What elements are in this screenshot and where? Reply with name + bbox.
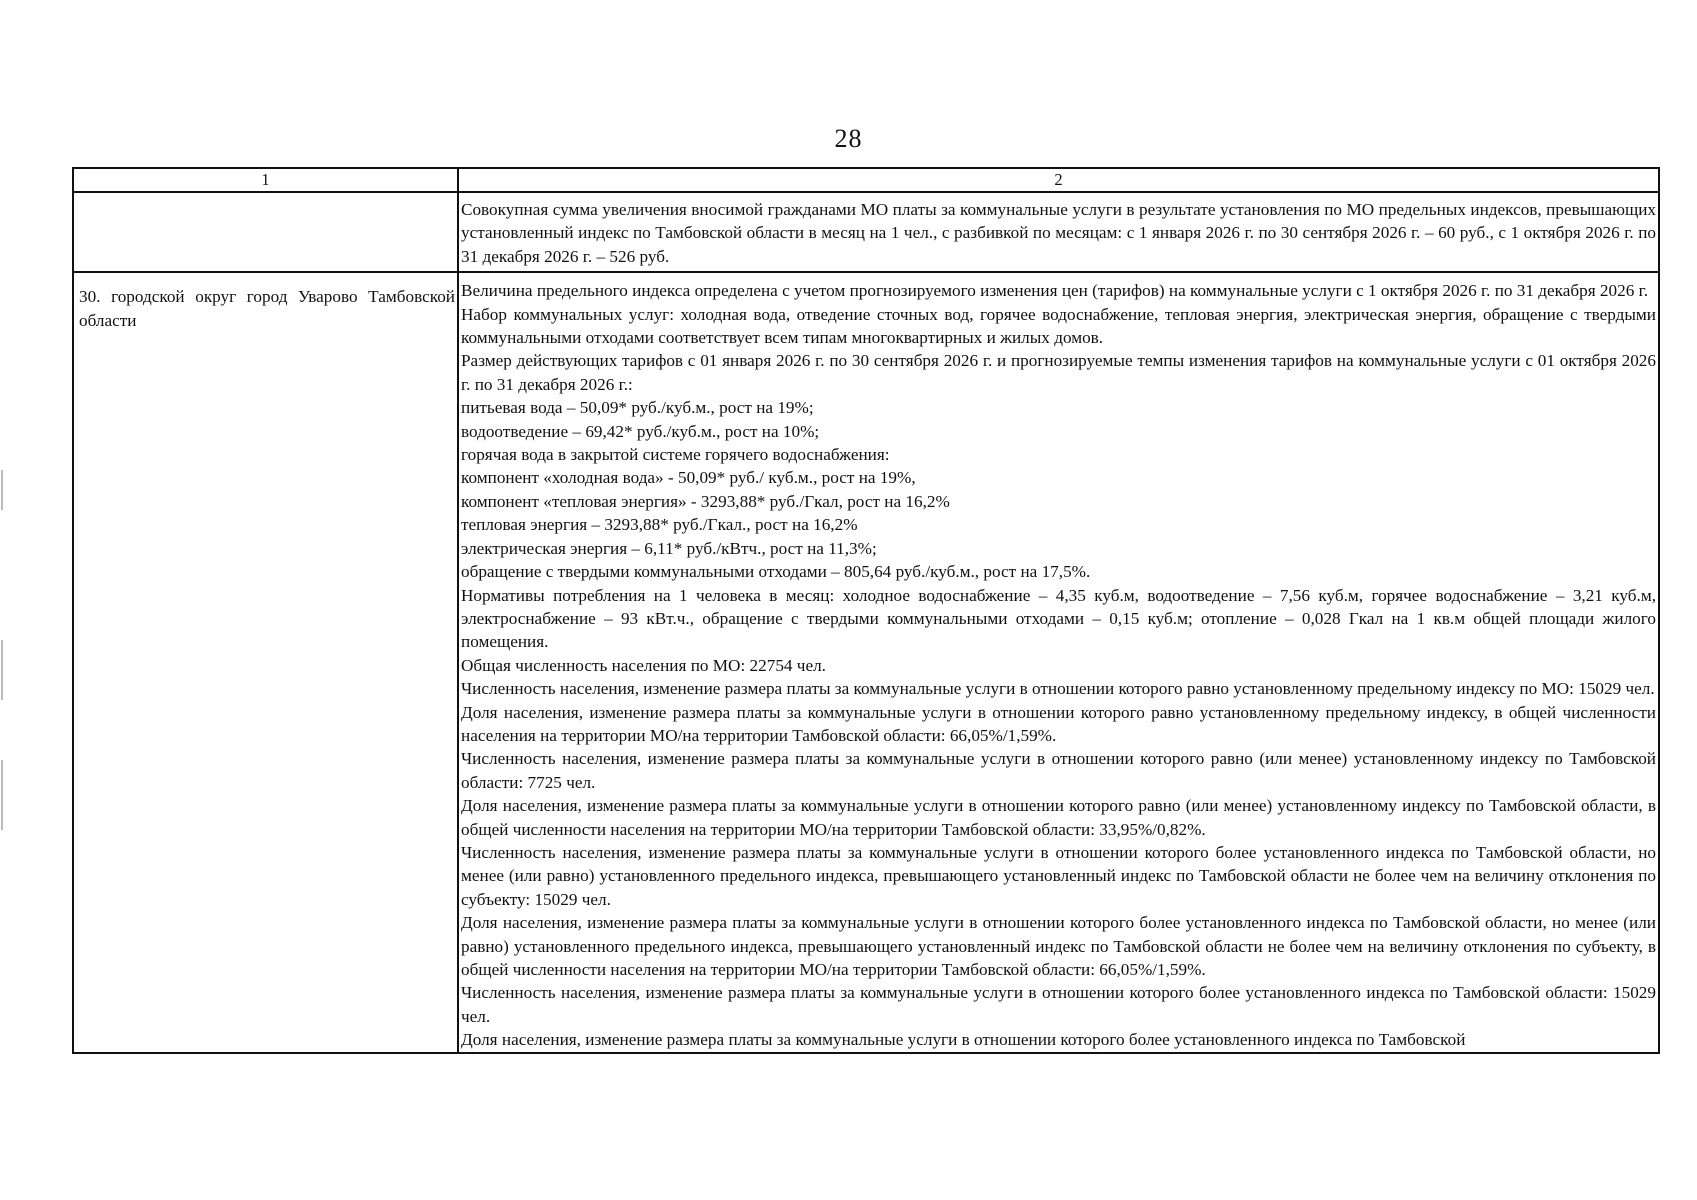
scan-edge-mark bbox=[1, 640, 3, 700]
paragraph: Совокупная сумма увеличения вносимой гражданами МО платы за коммунальные услуги в результате установления по МО предельных индексов, превышающих установленный индекс по Тамбовской области в месяц на 1 чел., с разбивкой по месяцам: с 1 января 2026 г. по 30 сентября 2026 г. – 60 руб., с 1 октября 2026 г. по 31 декабря 2026 г. – 526 руб. bbox=[461, 200, 1656, 266]
tariff-line: горячая вода в закрытой системе горячего водоснабжения: bbox=[461, 445, 890, 465]
table-row bbox=[73, 272, 1659, 1052]
table-header-row bbox=[73, 168, 1659, 192]
paragraph: Нормативы потребления на 1 человека в месяц: холодное водоснабжение – 4,35 куб.м, водоотведение – 7,56 куб.м, горячее водоснабжение – 3,21 куб.м, электроснабжение – 93 кВт.ч., обращение с твердыми коммунальными отходами – 0,15 куб.м; отопление – 0,028 Гкал на 1 кв.м общей площади жилого помещения. bbox=[461, 585, 1656, 652]
scan-edge-mark bbox=[1, 760, 3, 830]
row-prev-col2 bbox=[458, 192, 1659, 272]
paragraph: Численность населения, изменение размера платы за коммунальные услуги в отношении которого более установленного индекса по Тамбовской области: 15029 чел. bbox=[461, 983, 1656, 1026]
paragraph: Численность населения, изменение размера платы за коммунальные услуги в отношении которого равно (или менее) установленному индексу по Тамбовской области: 7725 чел. bbox=[461, 749, 1656, 792]
paragraph: Численность населения, изменение размера платы за коммунальные услуги в отношении которого равно установленному предельному индексу по МО: 15029 чел. bbox=[461, 679, 1655, 699]
data-table bbox=[72, 167, 1660, 1054]
municipality-name: 30. городской округ город Уварово Тамбовской области bbox=[79, 287, 455, 330]
row-30-col2 bbox=[458, 272, 1659, 1052]
column-header-1: 1 bbox=[73, 168, 458, 192]
tariff-line: тепловая энергия – 3293,88* руб./Гкал., рост на 16,2% bbox=[461, 515, 858, 535]
paragraph: Набор коммунальных услуг: холодная вода, отведение сточных вод, горячее водоснабжение, тепловая энергия, электрическая энергия, обращение с твердыми коммунальными отходами соответствует всем типам многоквартирных и жилых домов. bbox=[461, 304, 1656, 348]
paragraph: Размер действующих тарифов с 01 января 2026 г. по 30 сентября 2026 г. и прогнозируемые темпы изменения тарифов на коммунальные услуги с 01 октября 2026 г. по 31 декабря 2026 г.: bbox=[461, 351, 1656, 394]
paragraph: Численность населения, изменение размера платы за коммунальные услуги в отношении которого более установленного индекса по Тамбовской области, но менее (или равно) установленного предельного индекса, превышающего установленный индекс по Тамбовской области не более чем на величину отклонения по субъекту: 15029 чел. bbox=[461, 842, 1656, 909]
paragraph: Величина предельного индекса определена с учетом прогнозируемого изменения цен (тарифов) на коммунальные услуги с 1 октября 2026 г. по 31 декабря 2026 г. bbox=[461, 281, 1649, 301]
paragraph: Доля населения, изменение размера платы за коммунальные услуги в отношении которого более установленного индекса по Тамбовской области, но менее (или равно) установленного предельного индекса, превышающего установленный индекс по Тамбовской области не более чем на величину отклонения по субъекту, в общей численности населения на территории МО/на территории Тамбовской области: 66,05%/1,59%. bbox=[461, 913, 1656, 979]
paragraph: Доля населения, изменение размера платы за коммунальные услуги в отношении которого равно (или менее) установленному индексу по Тамбовской области, в общей численности населения на территории МО/на территории Тамбовской области: 33,95%/0,82%. bbox=[461, 796, 1656, 839]
paragraph: Доля населения, изменение размера платы за коммунальные услуги в отношении которого равно установленному предельному индексу, в общей численности населения на территории МО/на территории Тамбовской области: 66,05%/1,59%. bbox=[461, 702, 1656, 745]
tariff-line: водоотведение – 69,42* руб./куб.м., рост на 10%; bbox=[461, 421, 820, 441]
scan-edge-mark bbox=[1, 470, 3, 510]
paragraph: Общая численность населения по МО: 22754 чел. bbox=[461, 655, 826, 675]
column-header-2: 2 bbox=[458, 168, 1659, 192]
page-number: 28 bbox=[834, 124, 863, 153]
paragraph: Доля населения, изменение размера платы за коммунальные услуги в отношении которого более установленного индекса по Тамбовской bbox=[461, 1030, 1466, 1050]
tariff-line: компонент «холодная вода» - 50,09* руб./ куб.м., рост на 19%, bbox=[461, 468, 916, 488]
table-row bbox=[73, 192, 1659, 272]
tariff-line: электрическая энергия – 6,11* руб./кВтч., рост на 11,3%; bbox=[461, 538, 877, 558]
row-prev-col1 bbox=[73, 192, 458, 272]
tariff-line: обращение с твердыми коммунальными отходами – 805,64 руб./куб.м., рост на 17,5%. bbox=[461, 562, 1091, 582]
tariff-line: компонент «тепловая энергия» - 3293,88* руб./Гкал, рост на 16,2% bbox=[461, 491, 950, 511]
tariff-line: питьевая вода – 50,09* руб./куб.м., рост на 19%; bbox=[461, 398, 814, 418]
row-30-col1 bbox=[73, 272, 458, 1052]
